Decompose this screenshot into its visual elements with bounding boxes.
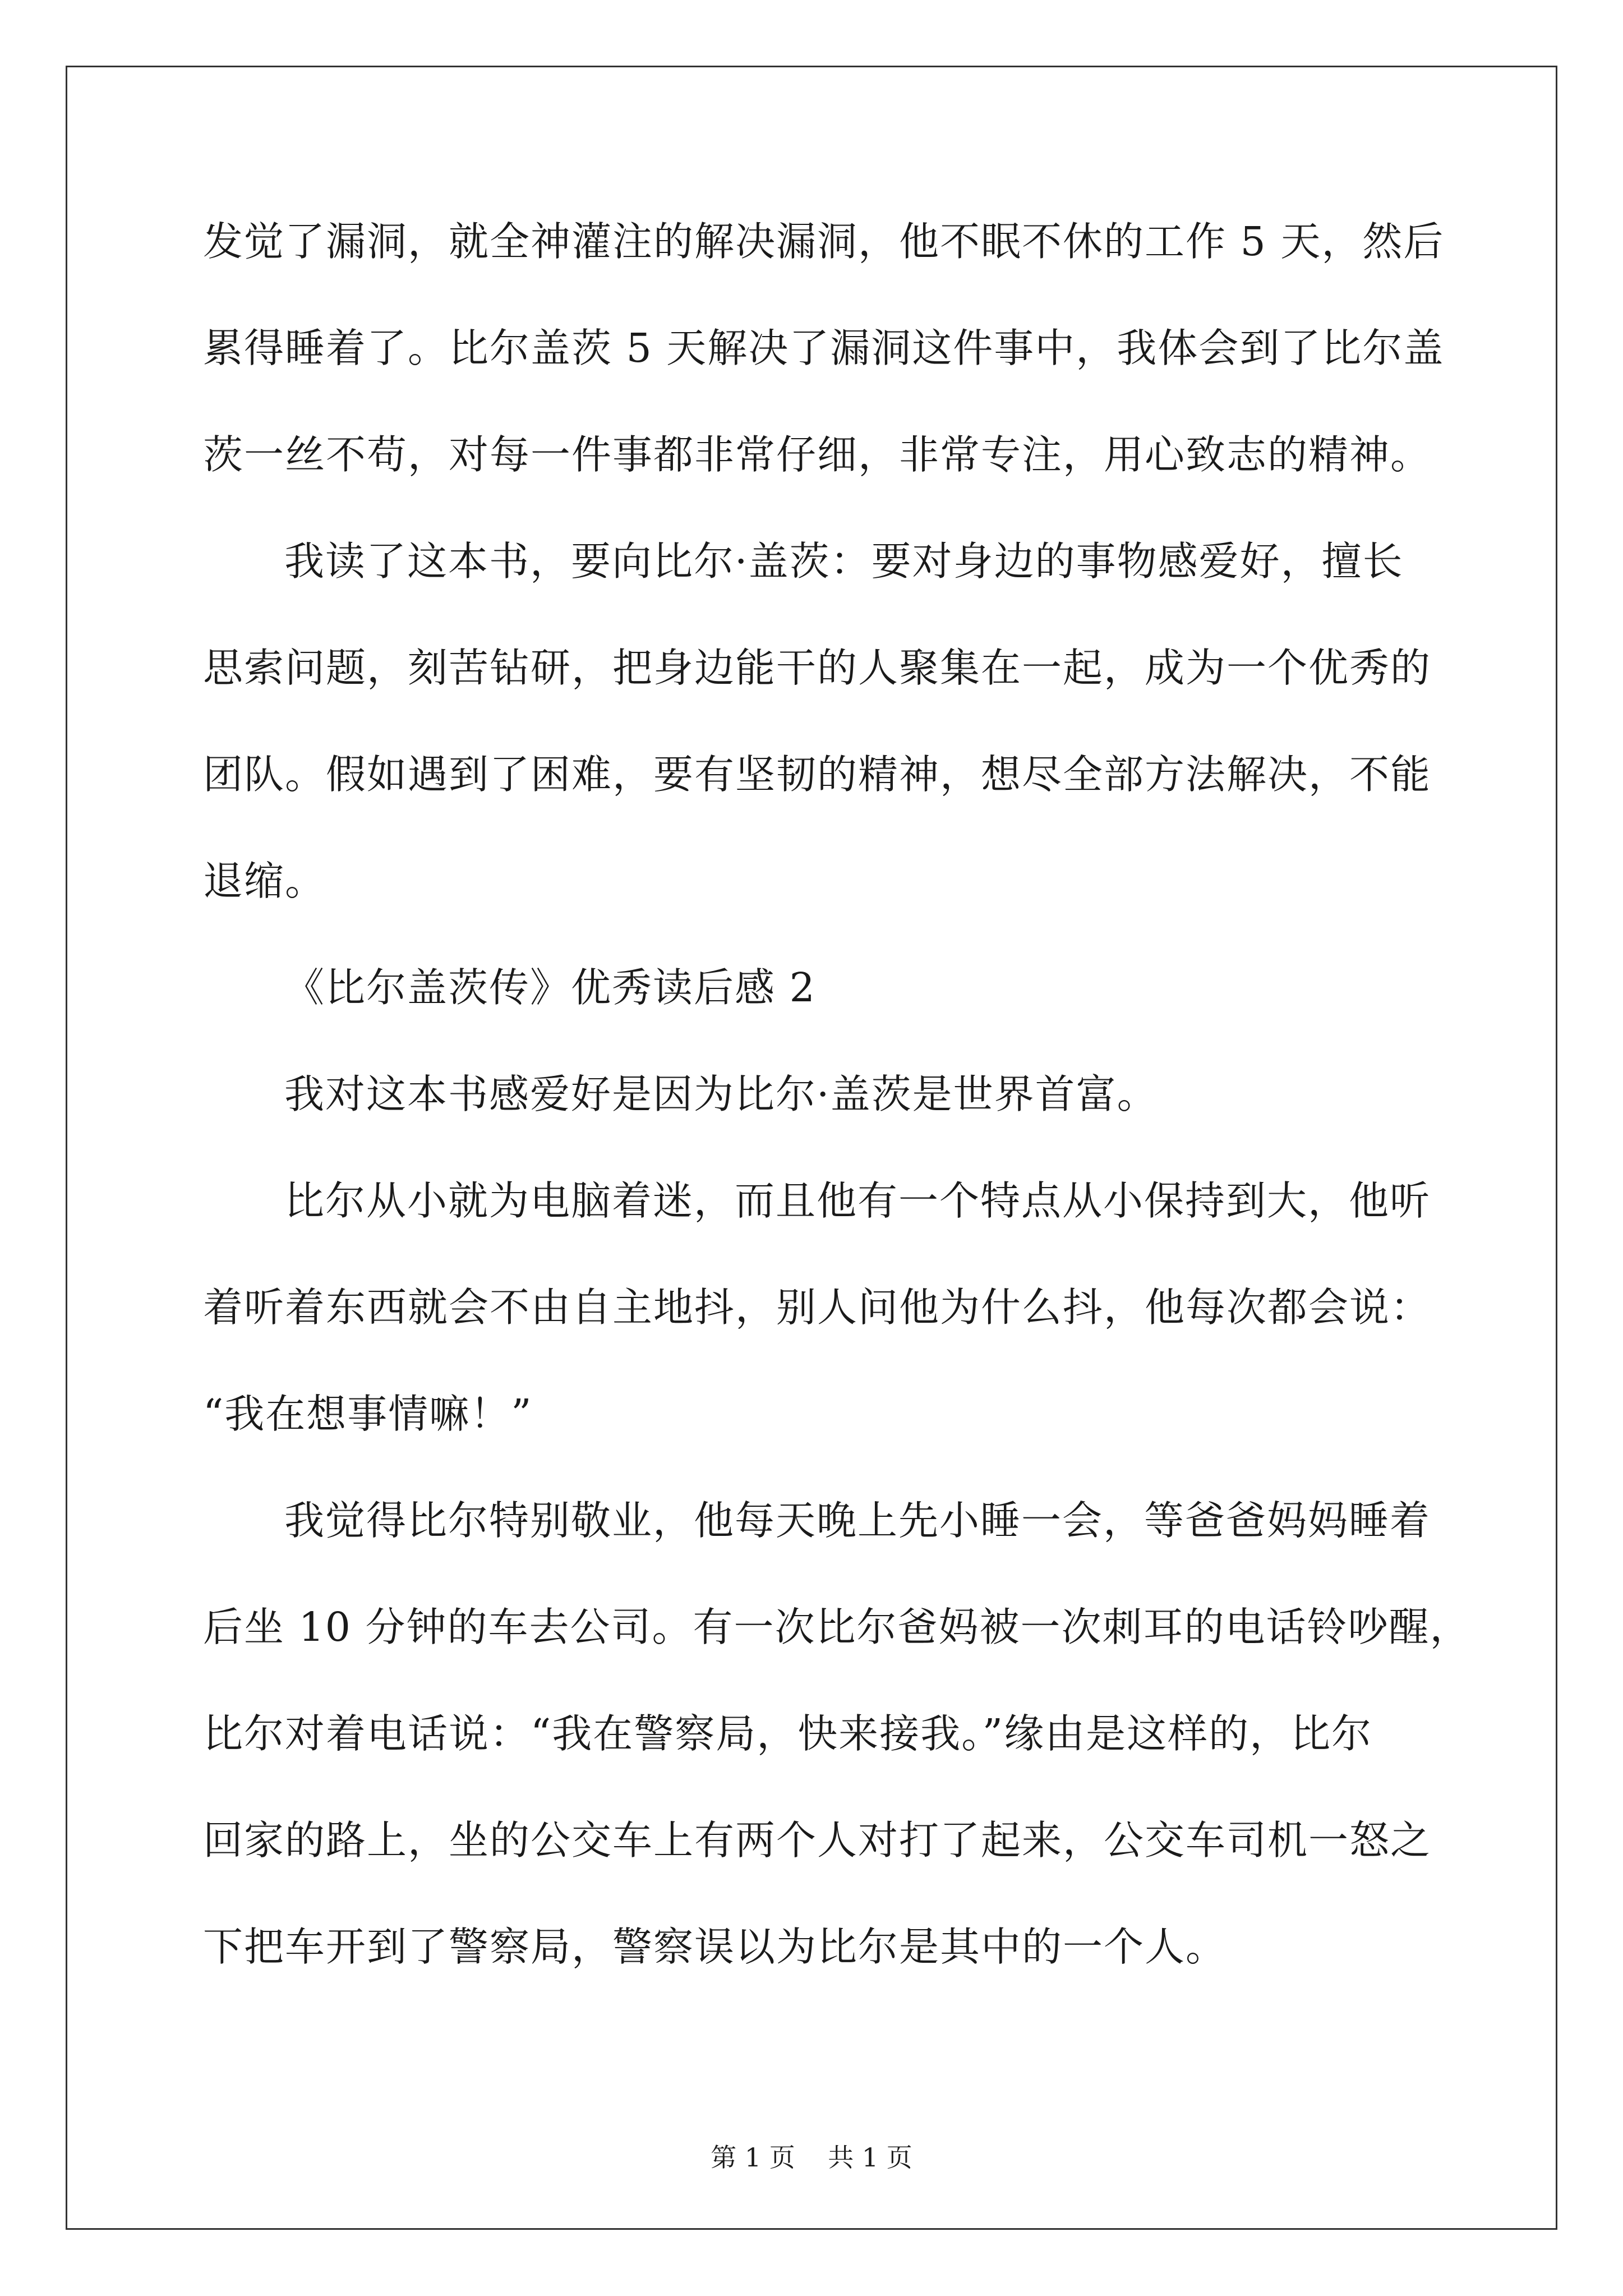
text-line: 比尔对着电话说：“我在警察局，快来接我。”缘由是这样的，比尔 bbox=[203, 1710, 1373, 1757]
text-line: “我在想事情嘛！” bbox=[203, 1391, 533, 1437]
text-line: 茨一丝不苟，对每一件事都非常仔细，非常专注，用心致志的精神。 bbox=[203, 431, 1432, 478]
paragraph-start: 比尔从小就为电脑着迷，而且他有一个特点从小保持到大，他听 bbox=[284, 1177, 1431, 1224]
text-line: 下把车开到了警察局，警察误以为比尔是其中的一个人。 bbox=[203, 1924, 1227, 1970]
paragraph-start: 我觉得比尔特别敬业，他每天晚上先小睡一会，等爸爸妈妈睡着 bbox=[284, 1497, 1431, 1544]
text-line: 退缩。 bbox=[203, 858, 326, 904]
text-line: 发觉了漏洞，就全神灌注的解决漏洞，他不眠不休的工作 5 天，然后 bbox=[203, 218, 1445, 265]
text-line: 回家的路上，坐的公交车上有两个人对打了起来，公交车司机一怒之 bbox=[203, 1817, 1432, 1864]
page-number-footer: 第 1 页 共 1 页 bbox=[711, 2142, 912, 2173]
section-heading: 《比尔盖茨传》优秀读后感 2 bbox=[284, 964, 816, 1011]
page-border bbox=[66, 66, 1557, 2230]
text-line: 着听着东西就会不由自主地抖，别人问他为什么抖，他每次都会说： bbox=[203, 1284, 1432, 1331]
text-line: 思索问题，刻苦钻研，把身边能干的人聚集在一起，成为一个优秀的 bbox=[203, 645, 1432, 691]
text-line: 累得睡着了。比尔盖茨 5 天解决了漏洞这件事中，我体会到了比尔盖 bbox=[203, 325, 1445, 371]
text-line: 后坐 10 分钟的车去公司。有一次比尔爸妈被一次刺耳的电话铃吵醒， bbox=[203, 1604, 1471, 1650]
text-line: 团队。假如遇到了困难，要有坚韧的精神，想尽全部方法解决，不能 bbox=[203, 751, 1432, 798]
paragraph-start: 我读了这本书，要向比尔·盖茨：要对身边的事物感爱好，擅长 bbox=[284, 538, 1404, 585]
paragraph-start: 我对这本书感爱好是因为比尔·盖茨是世界首富。 bbox=[284, 1071, 1158, 1117]
